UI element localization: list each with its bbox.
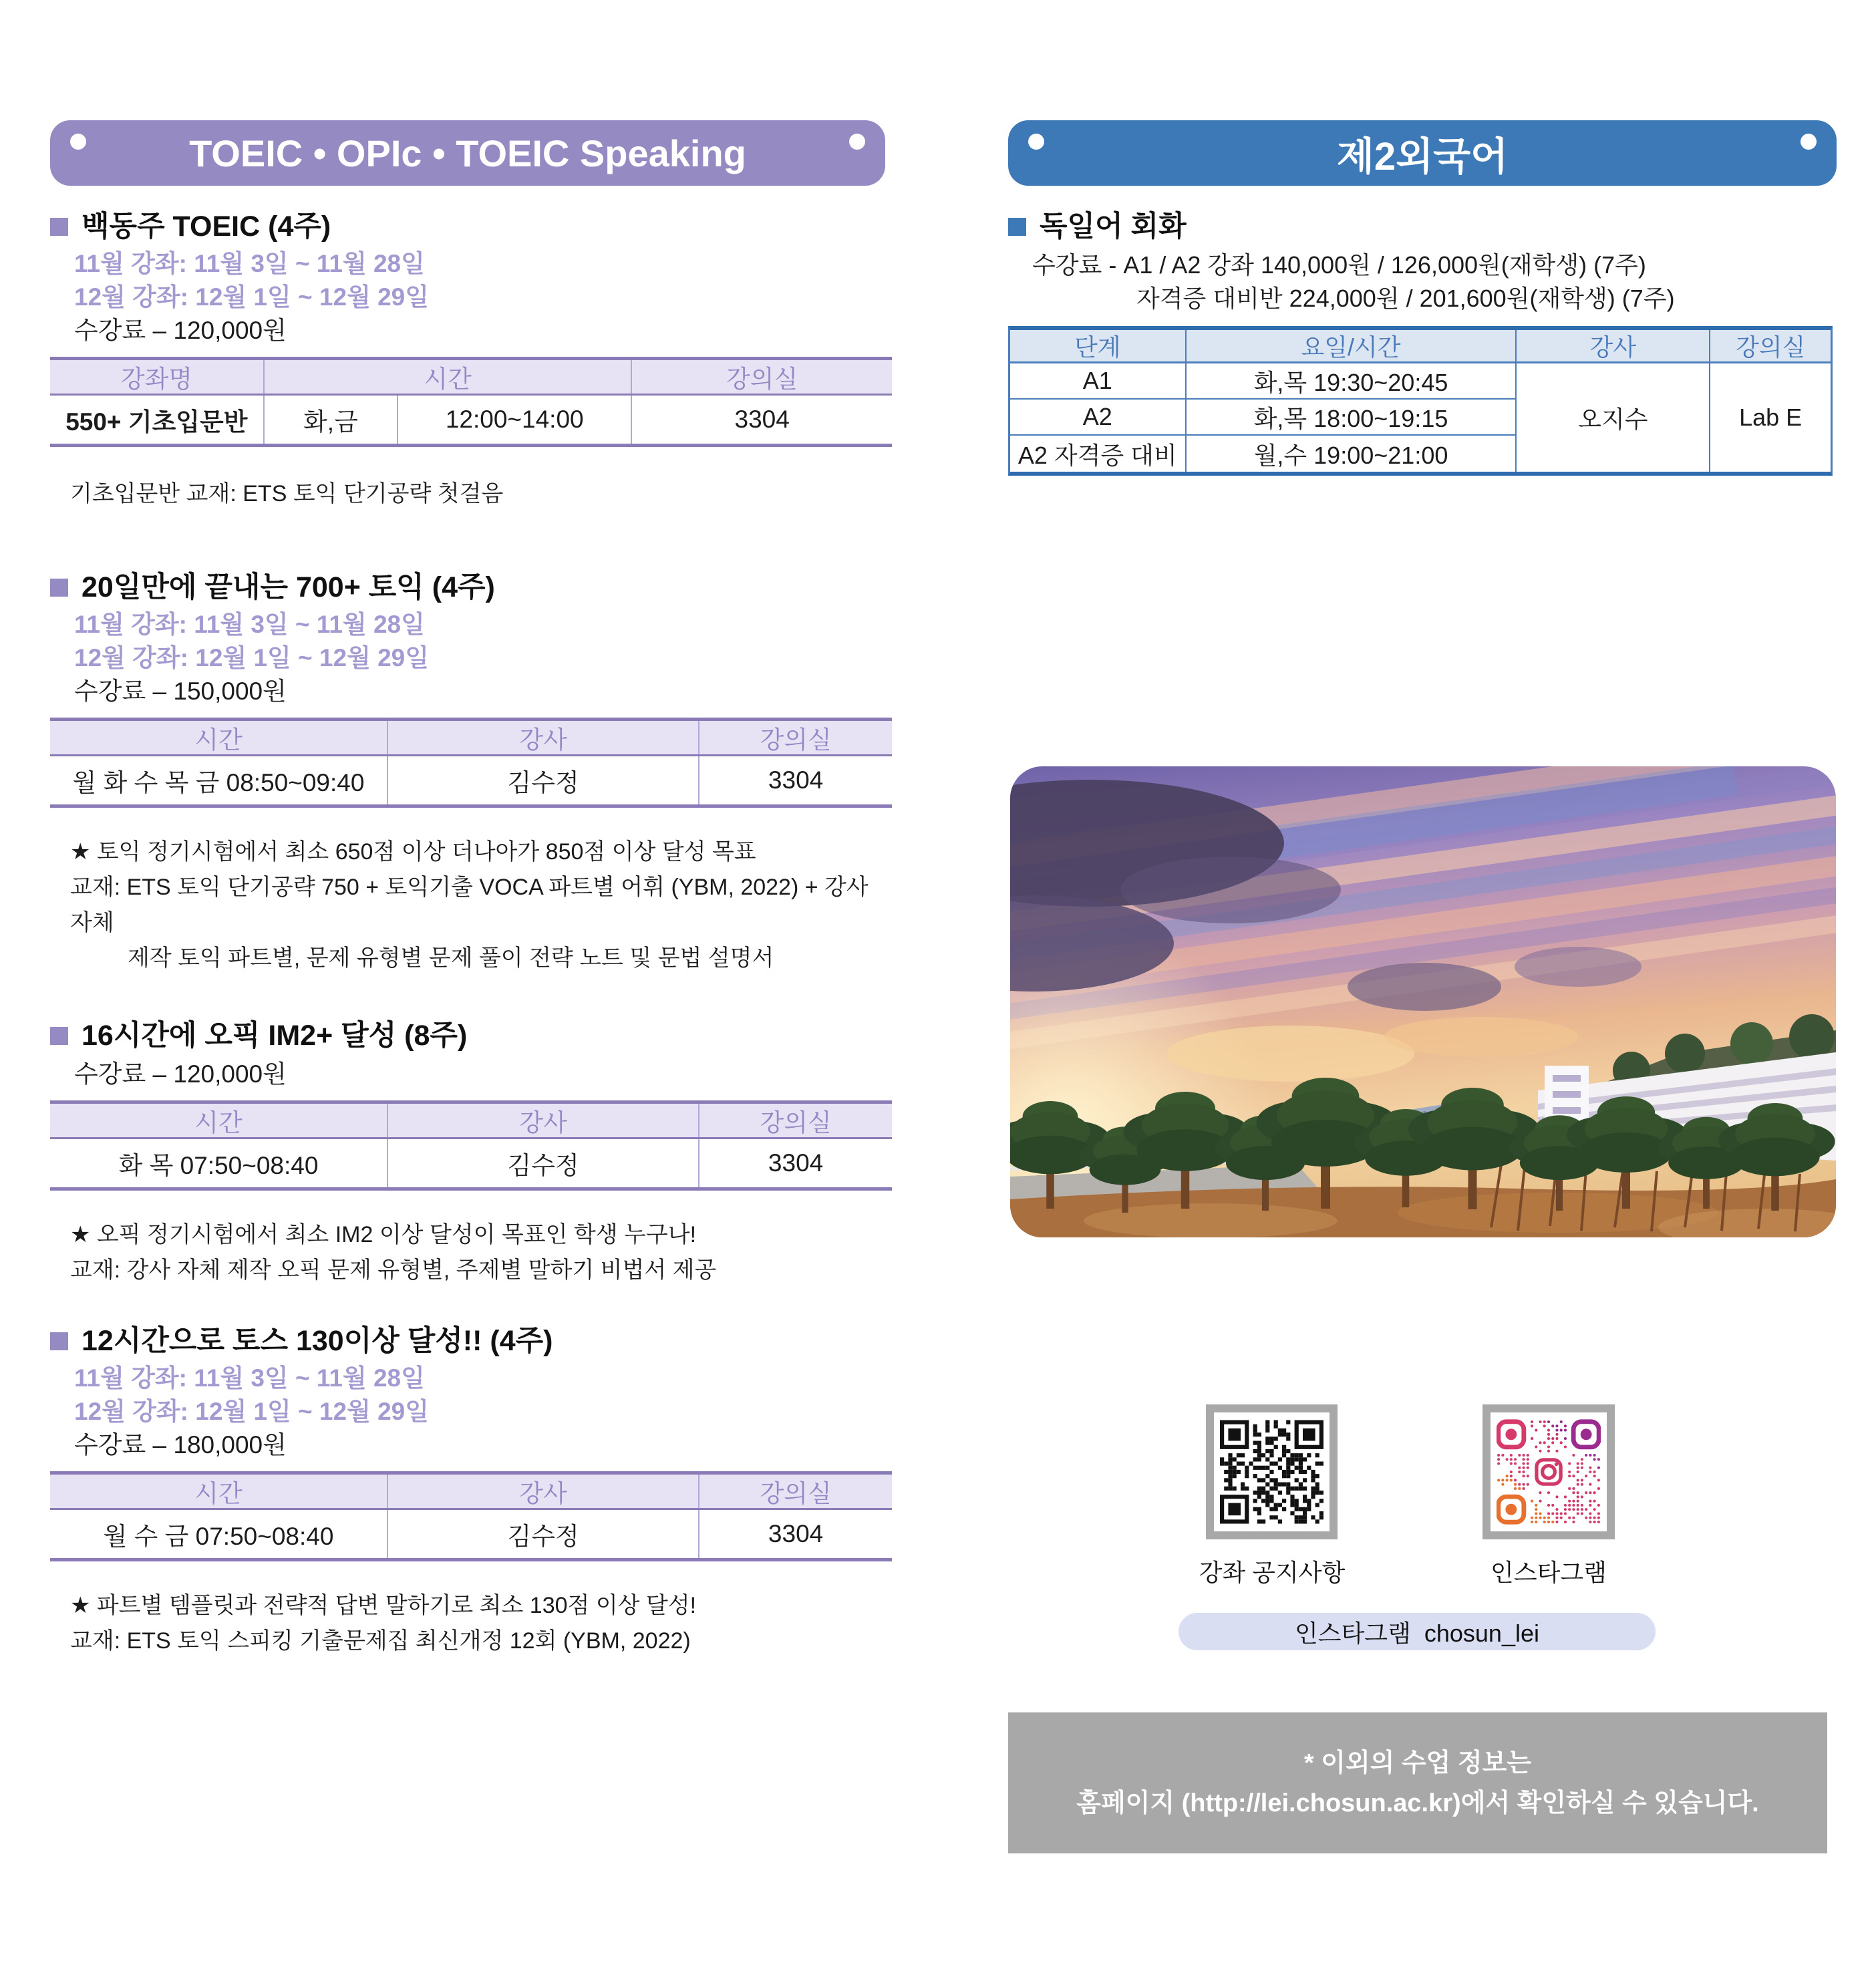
table-cell: A2 자격증 대비: [1010, 436, 1185, 472]
table-cell: 3304: [698, 756, 892, 804]
german-table: [1008, 326, 1833, 476]
german-section-title: [1008, 210, 1837, 243]
qr-instagram-code: [1497, 1418, 1601, 1525]
table-cell: 12:00~14:00: [397, 396, 631, 444]
table-cell: 3304: [698, 1510, 892, 1558]
german-fee: 수강료 - A1 / A2 강좌 140,000원 / 126,000원(재학생) (7주): [1032, 251, 1646, 279]
table-row: [50, 1510, 892, 1558]
footer-line: 홈페이지 (http://lei.chosun.ac.kr)에서 확인하실 수 있습니다.: [1076, 1789, 1759, 1817]
square-bullet-icon: [50, 1027, 68, 1045]
course-fee: 수강료 – 180,000원: [74, 1431, 287, 1459]
course-dates: [50, 608, 892, 675]
course-dates: [50, 247, 892, 314]
course-date-line: 11월 강좌: 11월 3일 ~ 11월 28일: [74, 611, 425, 638]
punch-hole-icon: [1801, 134, 1817, 150]
footer-notice: [1008, 1712, 1827, 1853]
toeic-header-title: TOEIC • OPIc • TOEIC Speaking: [189, 132, 746, 174]
square-bullet-icon: [50, 579, 68, 597]
course-note: ★ 오픽 정기시험에서 최소 IM2 이상 달성이 목표인 학생 누구나!: [70, 1222, 697, 1247]
course-table: [50, 1100, 892, 1191]
table-cell: 김수정: [387, 1510, 698, 1558]
course-table: [50, 1471, 892, 1561]
punch-hole-icon: [70, 134, 86, 150]
course-note: ★ 토익 정기시험에서 최소 650점 이상 더나아가 850점 이상 달성 목표: [70, 839, 756, 865]
punch-hole-icon: [849, 134, 865, 150]
course-note: ★ 파트별 템플릿과 전략적 답변 말하기로 최소 130점 이상 달성!: [70, 1593, 697, 1618]
table-cell: 3304: [698, 1139, 892, 1187]
table-header-cell: 강사: [1515, 330, 1709, 363]
course-fee: 수강료 – 120,000원: [74, 317, 287, 344]
table-header-cell: 강의실: [698, 1104, 892, 1137]
course-note: 기초입문반 교재: ETS 토익 단기공략 첫걸음: [70, 481, 504, 506]
instagram-handle-pill: 인스타그램 chosun_lei: [1179, 1613, 1656, 1650]
table-row: [50, 756, 892, 804]
course-title: 20일만에 끝내는 700+ 토익 (4주): [82, 571, 495, 603]
toeic-column: [50, 120, 892, 1659]
course-date-line: 11월 강좌: 11월 3일 ~ 11월 28일: [74, 1364, 425, 1392]
table-row: [50, 396, 892, 444]
table-cell: 화 목 07:50~08:40: [118, 1152, 319, 1179]
footer-line: * 이외의 수업 정보는: [1303, 1749, 1532, 1777]
qr-notice-code: [1220, 1418, 1323, 1525]
course-title: 백동주 TOEIC (4주): [82, 210, 331, 243]
course-table: [50, 357, 892, 447]
table-header-cell: 강의실: [1709, 330, 1831, 363]
table-cell: A2: [1010, 400, 1185, 436]
table-header-cell: 강의실: [631, 360, 892, 394]
table-header-cell: 강좌명: [120, 365, 192, 393]
punch-hole-icon: [1028, 134, 1044, 150]
table-row: [50, 1139, 892, 1187]
language-header-title: 제2외국어: [1336, 135, 1509, 178]
course-table: [50, 718, 892, 808]
campus-photo-graphic: [1010, 766, 1836, 1237]
square-bullet-icon: [50, 218, 68, 236]
course-note: 제작 토익 파트별, 문제 유형별 문제 풀이 전략 노트 및 문법 설명서: [128, 945, 774, 971]
language-header-bar: [1008, 120, 1837, 186]
course-section-title: [50, 571, 892, 604]
table-cell: 김수정: [387, 756, 698, 804]
table-header-cell: 요일/시간: [1185, 330, 1516, 363]
toeic-header-bar: [50, 120, 885, 186]
course-date-line: 11월 강좌: 11월 3일 ~ 11월 28일: [74, 250, 425, 277]
qr-instagram-frame: [1482, 1404, 1615, 1539]
table-header-cell: 강의실: [698, 1475, 892, 1508]
table-cell: 오지수: [1515, 363, 1709, 472]
course-section-title: [50, 1019, 892, 1052]
table-header-cell: 시간: [263, 360, 631, 394]
table-header-cell: 시간: [194, 1480, 243, 1507]
table-cell: 김수정: [387, 1139, 698, 1187]
course-note: 교재: ETS 토익 스피킹 기출문제집 최신개정 12회 (YBM, 2022): [70, 1628, 691, 1654]
table-cell: 월,수 19:00~21:00: [1185, 436, 1516, 472]
table-cell: 550+ 기초입문반: [65, 408, 248, 436]
qr-notice-label: 강좌 공지사항: [1199, 1559, 1346, 1586]
course-section-title: [50, 1324, 892, 1358]
course-fee: 수강료 – 120,000원: [74, 1060, 287, 1088]
table-cell: A1: [1010, 363, 1185, 400]
table-cell: 화,목 18:00~19:15: [1185, 400, 1516, 436]
german-fee: 자격증 대비반 224,000원 / 201,600원(재학생) (7주): [1136, 285, 1675, 312]
course-note: 교재: ETS 토익 단기공략 750 + 토익기출 VOCA 파트별 어휘 (YBM, 2022) + 강사 자체: [70, 875, 869, 935]
table-header-cell: 강의실: [698, 721, 892, 754]
course-title: 12시간으로 토스 130이상 달성!! (4주): [82, 1325, 553, 1357]
course-dates: [50, 1362, 892, 1428]
qr-notice-frame: [1206, 1404, 1338, 1539]
table-cell: 월 수 금 07:50~08:40: [103, 1523, 334, 1550]
course-title: 독일어 회화: [1040, 210, 1187, 243]
table-cell: Lab E: [1709, 363, 1831, 472]
table-header-cell: 시간: [194, 1109, 243, 1136]
table-cell: 화,금: [263, 396, 397, 444]
table-header-cell: 강사: [387, 1104, 698, 1137]
table-cell: 화,목 19:30~20:45: [1185, 363, 1516, 400]
square-bullet-icon: [50, 1332, 68, 1350]
campus-photo: [1010, 766, 1836, 1237]
course-section-title: [50, 210, 892, 243]
table-header-cell: 단계: [1010, 330, 1185, 363]
course-note: 교재: 강사 자체 제작 오픽 문제 유형별, 주제별 말하기 비법서 제공: [70, 1257, 717, 1283]
table-cell: 월 화 수 목 금 08:50~09:40: [72, 769, 365, 796]
course-title: 16시간에 오픽 IM2+ 달성 (8주): [82, 1020, 468, 1052]
table-cell: 3304: [631, 396, 892, 444]
table-header-cell: 시간: [194, 726, 243, 754]
course-date-line: 12월 강좌: 12월 1일 ~ 12월 29일: [74, 644, 429, 671]
qr-instagram-label: 인스타그램: [1491, 1559, 1607, 1586]
course-date-line: 12월 강좌: 12월 1일 ~ 12월 29일: [74, 283, 429, 311]
course-date-line: 12월 강좌: 12월 1일 ~ 12월 29일: [74, 1398, 429, 1425]
square-bullet-icon: [1008, 218, 1026, 236]
table-header-cell: 강사: [387, 1475, 698, 1508]
table-header-cell: 강사: [387, 721, 698, 754]
course-fee: 수강료 – 150,000원: [74, 677, 287, 705]
language-column: [1008, 120, 1837, 476]
